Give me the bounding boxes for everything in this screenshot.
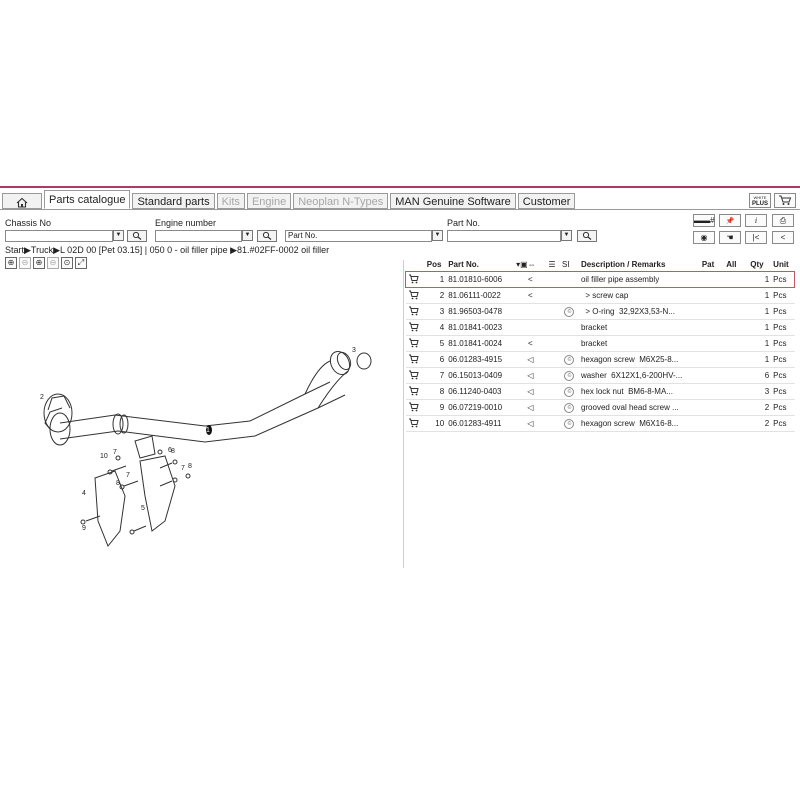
home-icon [16,197,28,208]
add-to-cart-icon[interactable] [408,354,419,364]
info-badge-icon[interactable]: © [564,307,574,317]
chassis-search-button[interactable] [127,230,147,242]
cart-icon[interactable] [406,416,425,432]
tab-home[interactable] [2,193,42,209]
info-cell [560,272,579,288]
info-cell [560,288,579,304]
callout-9: 9 [82,525,86,532]
flag-cell: < [514,272,546,288]
pos-cell: 6 [425,352,446,368]
desc-cell: bracket [579,320,700,336]
add-to-cart-icon[interactable] [408,290,419,300]
cart-icon[interactable] [406,304,425,320]
desc-cell: oil filler pipe assembly [579,272,700,288]
zoom-out-icon[interactable]: ⊖ [19,257,31,269]
tab-kits[interactable]: Kits [217,193,245,209]
qty-cell: 1 [748,320,771,336]
partno-cell: 81.01841-0024 [446,336,514,352]
hand-icon: ☚ [726,233,734,242]
callout-7b: 7 [126,472,130,479]
pat-cell [700,320,724,336]
qty-header[interactable]: Qty [750,260,764,269]
all-header[interactable]: All [726,260,737,269]
all-cell [724,304,748,320]
circle-button[interactable] [693,231,715,244]
unit-header[interactable]: Unit [773,260,789,269]
main-tabs [2,191,575,209]
list-cell [546,272,560,288]
list-cell [546,400,560,416]
pipe-outline [60,382,330,426]
pos-cell: 7 [425,368,446,384]
add-to-cart-icon[interactable] [408,386,419,396]
partno-search-button[interactable] [577,230,597,242]
search-icon [132,231,142,240]
copy-icon[interactable]: ▣ [520,260,528,269]
bracket-4 [95,471,125,546]
qty-cell: 1 [748,352,771,368]
chassis-dropdown[interactable] [113,230,124,241]
info-icon: i [754,216,758,225]
bracket-upper [135,436,155,458]
cart-column-header [406,258,425,272]
white-plus-badge-button[interactable] [749,193,771,208]
partno-cell: 06.01283-4911 [446,416,514,432]
partno-type-select[interactable]: Part No. [285,230,432,242]
unit-cell: Pcs [771,352,794,368]
pin-icon: 📌 [725,218,735,225]
tab-man-genuine-software[interactable]: MAN Genuine Software [390,193,516,209]
cart-icon[interactable] [406,400,425,416]
all-cell [724,368,748,384]
all-cell [724,400,748,416]
all-cell [724,288,748,304]
pane-divider[interactable] [403,260,404,568]
pos-cell: 5 [425,336,446,352]
info-cell [560,416,579,432]
interchange-icon[interactable]: ⇔ [527,260,536,269]
chevron-down-icon: ▼ [115,232,122,238]
info-badge-icon[interactable]: © [564,371,574,381]
parts-table [405,258,795,432]
accent-bar [0,186,800,188]
qty-cell: 3 [748,384,771,400]
callout-6: 6 [168,447,172,454]
pipe-outline [60,395,345,442]
flag-cell [514,320,546,336]
tab-standard-parts[interactable]: Standard parts [132,193,214,209]
callout-10: 10 [100,453,108,460]
callout-7c: 7 [181,465,185,472]
all-cell [724,320,748,336]
partno-cell: 81.01810-6006 [446,272,514,288]
callout-2: 2 [40,394,44,401]
unit-cell: Pcs [771,416,794,432]
previous-button[interactable] [772,231,794,244]
first-page-icon: |< [752,233,760,242]
table-row[interactable] [406,352,795,368]
pos-header[interactable]: Pos [426,260,442,269]
partno-cell: 06.15013-0409 [446,368,514,384]
engine-label: Engine number [155,218,217,228]
cart-icon[interactable] [406,336,425,352]
info-cell [560,336,579,352]
shopping-cart-icon [778,195,792,206]
pos-cell: 2 [425,288,446,304]
pat-cell [700,288,724,304]
table-row[interactable] [406,272,795,288]
qty-cell: 2 [748,416,771,432]
partno-label: Part No. [447,218,481,228]
cart-icon[interactable] [406,288,425,304]
icons-header [514,258,546,272]
all-cell [724,272,748,288]
all-cell [724,416,748,432]
info-badge-icon[interactable]: © [564,387,574,397]
info-button[interactable] [745,214,767,227]
info-cell [560,304,579,320]
table-row[interactable] [406,416,795,432]
o-ring-part [357,353,371,369]
desc-cell: hexagon screw M6X25-8... [579,352,700,368]
add-to-cart-icon[interactable] [408,402,419,412]
table-row[interactable] [406,320,795,336]
unit-cell: Pcs [771,304,794,320]
parts-table-body [406,272,795,432]
info-cell [560,320,579,336]
info-badge-icon[interactable]: © [564,355,574,365]
zoom-reset-icon[interactable]: ⊙ [61,257,73,269]
qty-cell: 1 [748,336,771,352]
pos-cell: 4 [425,320,446,336]
search-icon [582,231,592,240]
pos-cell: 3 [425,304,446,320]
parts-catalogue-app [0,186,800,568]
unit-cell: Pcs [771,384,794,400]
chevron-down-icon: ▼ [434,232,441,238]
pat-cell [700,400,724,416]
zoom-in-icon[interactable]: ⊕ [5,257,17,269]
add-to-cart-icon[interactable] [408,322,419,332]
tab-customer[interactable]: Customer [518,193,576,209]
unit-cell: Pcs [771,272,794,288]
desc-cell: bracket [579,336,700,352]
flag-cell: ◁ [514,416,546,432]
add-to-cart-icon[interactable] [408,306,419,316]
table-row[interactable] [406,368,795,384]
partno-cell: 81.01841-0023 [446,320,514,336]
add-to-cart-icon[interactable] [408,338,419,348]
flag-cell: ◁ [514,384,546,400]
table-row[interactable] [406,400,795,416]
cart-icon[interactable] [406,352,425,368]
breadcrumb[interactable]: Start▶Truck▶L 02D 00 [Pet 03.15] | 050 0 - oil filler pipe ▶81.#02FF-0002 oil filler [5,245,330,255]
all-cell [724,336,748,352]
first-page-button[interactable] [745,231,767,244]
chevron-down-icon: ▼ [244,232,251,238]
desc-header[interactable]: Description / Remarks [580,260,666,269]
tab-parts-catalogue[interactable]: Parts catalogue [44,190,130,209]
pos-cell: 10 [425,416,446,432]
engine-input[interactable] [155,230,242,242]
list-cell [546,288,560,304]
partno-cell: 06.07219-0010 [446,400,514,416]
info-badge-icon[interactable]: © [564,403,574,413]
flag-cell: ◁ [514,352,546,368]
unit-cell: Pcs [771,288,794,304]
pat-cell [700,416,724,432]
print-icon: ⎙ [779,216,787,225]
callout-3: 3 [352,347,356,354]
cart-icon[interactable] [406,368,425,384]
info-cell [560,352,579,368]
flag-cell: ◁ [514,400,546,416]
info-cell [560,400,579,416]
unit-cell: Pcs [771,320,794,336]
table-row[interactable] [406,384,795,400]
add-to-cart-icon[interactable] [408,274,419,284]
add-to-cart-icon[interactable] [408,370,419,380]
list-cell [546,352,560,368]
info-badge-icon[interactable]: © [564,419,574,429]
white-plus-badge-label: PLUS [751,201,768,207]
partno-cell: 06.01283-4915 [446,352,514,368]
qty-cell: 1 [748,288,771,304]
desc-cell: > screw cap [579,288,700,304]
fit-screen-icon[interactable]: ⤢ [75,257,87,269]
si-header: SI [561,260,570,269]
circle-icon: ◉ [700,233,708,242]
pin-button[interactable] [719,214,741,227]
callout-8b: 8 [171,448,175,455]
table-row[interactable] [406,288,795,304]
cart-icon[interactable] [406,272,425,288]
partno-cell: 81.96503-0478 [446,304,514,320]
truck-icon: ▬▬# [694,216,715,225]
engine-search-button[interactable] [257,230,277,242]
list-cell [546,416,560,432]
partno-type-dropdown[interactable] [432,230,443,241]
partno-input[interactable] [447,230,561,242]
chassis-label: Chassis No [5,218,52,228]
previous-icon: < [780,233,786,242]
info-cell [560,384,579,400]
white-plus-badge-top: WHITE [753,195,767,200]
tab-engine[interactable]: Engine [247,193,291,209]
tab-neoplan-n-types[interactable]: Neoplan N-Types [293,193,388,209]
callout-8c: 8 [188,463,192,470]
top-right-toolbar [749,193,796,208]
engine-dropdown[interactable] [242,230,253,241]
unit-cell: Pcs [771,336,794,352]
partno-cell: 06.11240-0403 [446,384,514,400]
cart-button[interactable] [774,193,796,208]
tab-underline [0,209,800,210]
list-icon[interactable]: ☰ [548,260,556,269]
pat-header[interactable]: Pat [701,260,715,269]
callout-5: 5 [141,505,145,512]
partno-header[interactable]: Part No. [448,260,479,269]
list-cell [546,384,560,400]
flag-cell: ◁ [514,368,546,384]
search-icon [262,231,272,240]
pat-cell [700,384,724,400]
pat-cell [700,304,724,320]
exploded-parts-drawing[interactable] [0,266,400,566]
qty-cell: 1 [748,272,771,288]
all-cell [724,384,748,400]
table-header [406,258,795,272]
pos-cell: 1 [425,272,446,288]
flag-cell: < [514,336,546,352]
pat-cell [700,336,724,352]
cart-icon[interactable] [406,320,425,336]
list-cell [546,320,560,336]
callout-8a: 8 [116,480,120,487]
print-button[interactable] [772,214,794,227]
list-cell [546,368,560,384]
partno-cell: 81.06111-0022 [446,288,514,304]
list-cell [546,304,560,320]
zoom-back-icon[interactable]: ⊖ [47,257,59,269]
pat-cell [700,352,724,368]
chevron-down-icon: ▼ [563,232,570,238]
chassis-input[interactable] [5,230,113,242]
pat-cell [700,272,724,288]
desc-cell: > O-ring 32,92X3,53-N... [579,304,700,320]
flag-cell: < [514,288,546,304]
callout-4: 4 [82,490,86,497]
desc-cell: hex lock nut BM6-8-MA... [579,384,700,400]
table-row[interactable] [406,336,795,352]
desc-cell: grooved oval head screw ... [579,400,700,416]
qty-cell: 1 [748,304,771,320]
callout-7a: 7 [113,449,117,456]
info-cell [560,368,579,384]
pos-cell: 8 [425,384,446,400]
bracket-5 [140,456,175,531]
all-cell [724,352,748,368]
qty-cell: 6 [748,368,771,384]
pos-cell: 9 [425,400,446,416]
add-to-cart-icon[interactable] [408,418,419,428]
truck-button[interactable] [693,214,715,227]
partno-dropdown[interactable] [561,230,572,241]
qty-cell: 2 [748,400,771,416]
unit-cell: Pcs [771,400,794,416]
filter-icon[interactable]: ▾ [516,260,521,269]
callout-1: 1 [206,427,210,434]
unit-cell: Pcs [771,368,794,384]
desc-cell: washer 6X12X1,6-200HV-... [579,368,700,384]
table-row[interactable] [406,304,795,320]
cart-icon[interactable] [406,384,425,400]
pat-cell [700,368,724,384]
desc-cell: hexagon screw M6X16-8... [579,416,700,432]
list-cell [546,336,560,352]
hand-button[interactable] [719,231,741,244]
zoom-area-icon[interactable]: ⊕ [33,257,45,269]
flag-cell [514,304,546,320]
filler-neck [50,413,70,445]
